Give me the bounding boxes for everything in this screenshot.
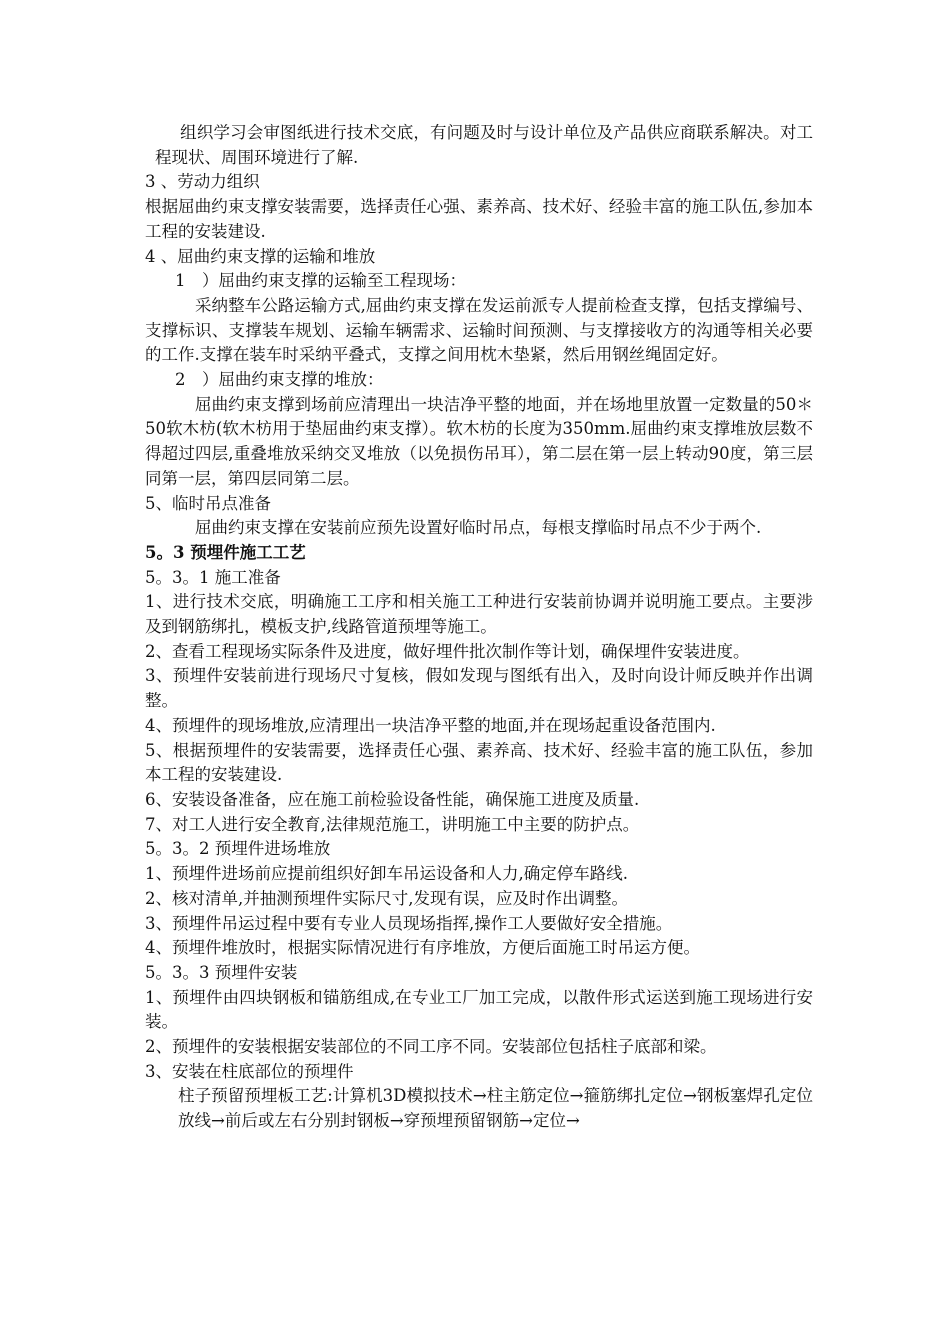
list-item: 1、预埋件由四块钢板和锚筋组成,在专业工厂加工完成，以散件形式运送到施工现场进行安装。 (145, 987, 813, 1032)
subsection-heading-preparation: 5。3。1 施工准备 (145, 567, 281, 587)
paragraph-lifting-points: 屈曲约束支撑在安装前应预先设置好临时吊点，每根支撑临时吊点不少于两个. (195, 518, 762, 538)
list-item: 3、预埋件安装前进行现场尺寸复核，假如发现与图纸有出入，及时向设计师反映并作出调整。 (145, 666, 813, 711)
list-item: 2、查看工程现场实际条件及进度，做好埋件批次制作等计划，确保埋件安装进度。 (145, 641, 750, 661)
list-item: 3、预埋件吊运过程中要有专业人员现场指挥,操作工人要做好安全措施。 (145, 913, 673, 933)
section-heading-embedded-parts: 5。3 预埋件施工工艺 (145, 542, 306, 562)
list-item: 2、核对清单,并抽测预埋件实际尺寸,发现有误，应及时作出调整。 (145, 888, 628, 908)
list-item: 5、根据预埋件的安装需要，选择责任心强、素养高、技术好、经验丰富的施工队伍，参加本工程的安装建设. (145, 740, 813, 785)
paragraph-tech-briefing: 组织学习会审图纸进行技术交底，有问题及时与设计单位及产品供应商联系解决。对工程现状、周围环境进行了解. (155, 123, 813, 167)
list-item: 3、安装在柱底部位的预埋件 (145, 1061, 354, 1081)
subheading-stacking: 2 ）屈曲约束支撑的堆放： (175, 370, 384, 390)
list-item: 1、进行技术交底，明确施工工序和相关施工工种进行安装前协调并说明施工要点。主要涉及到钢筋绑扎，模板支护,线路管道预埋等施工。 (145, 592, 813, 637)
subsection-heading-stacking: 5。3。2 预埋件进场堆放 (145, 839, 331, 859)
heading-labor: 3 、劳动力组织 (145, 172, 260, 192)
document-body (145, 121, 813, 1134)
paragraph-labor: 根据屈曲约束支撑安装需要，选择责任心强、素养高、技术好、经验丰富的施工队伍,参加本工程的安装建设. (145, 197, 813, 241)
subheading-transport: 1 ）屈曲约束支撑的运输至工程现场： (175, 271, 466, 291)
heading-transport: 4 、屈曲约束支撑的运输和堆放 (145, 246, 376, 266)
list-item: 4、预埋件的现场堆放,应清理出一块洁净平整的地面,并在现场起重设备范围内. (145, 715, 716, 735)
paragraph-transport: 采纳整车公路运输方式,屈曲约束支撑在发运前派专人提前检查支撑，包括支撑编号、支撑标识、支撑装车规划、运输车辆需求、运输时间预测、与支撑接收方的沟通等相关必要的工作.支撑在装车时采纳平叠式，支撑之间用枕木垫紧，然后用钢丝绳固定好。 (145, 295, 813, 365)
list-item: 7、对工人进行安全教育,法律规范施工，讲明施工中主要的防护点。 (145, 814, 640, 834)
subsection-heading-installation: 5。3。3 预埋件安装 (145, 962, 298, 982)
list-item: 2、预埋件的安装根据安装部位的不同工序不同。安装部位包括柱子底部和梁。 (145, 1037, 717, 1057)
heading-lifting-points: 5、临时吊点准备 (145, 493, 271, 513)
list-item: 4、预埋件堆放时，根据实际情况进行有序堆放，方便后面施工时吊运方便。 (145, 938, 700, 958)
paragraph-stacking: 屈曲约束支撑到场前应清理出一块洁净平整的地面，并在场地里放置一定数量的50＊50软木枋(软木枋用于垫屈曲约束支撑）。软木枋的长度为350mm.屈曲约束支撑堆放层数不得超过四层,重叠堆放采纳交叉堆放（以免损伤吊耳），第二层在第一层上转动90度，第三层同第一层，第四层同第二层。 (145, 394, 813, 488)
list-item: 1、预埋件进场前应提前组织好卸车吊运设备和人力,确定停车路线. (145, 864, 628, 884)
list-item: 6、安装设备准备，应在施工前检验设备性能，确保施工进度及质量. (145, 789, 640, 809)
paragraph-column-process: 柱子预留预埋板工艺:计算机3D模拟技术→柱主筋定位→箍筋绑扎定位→钢板塞焊孔定位放线→前后或左右分别封钢板→穿预埋预留钢筋→定位→ (178, 1086, 813, 1131)
